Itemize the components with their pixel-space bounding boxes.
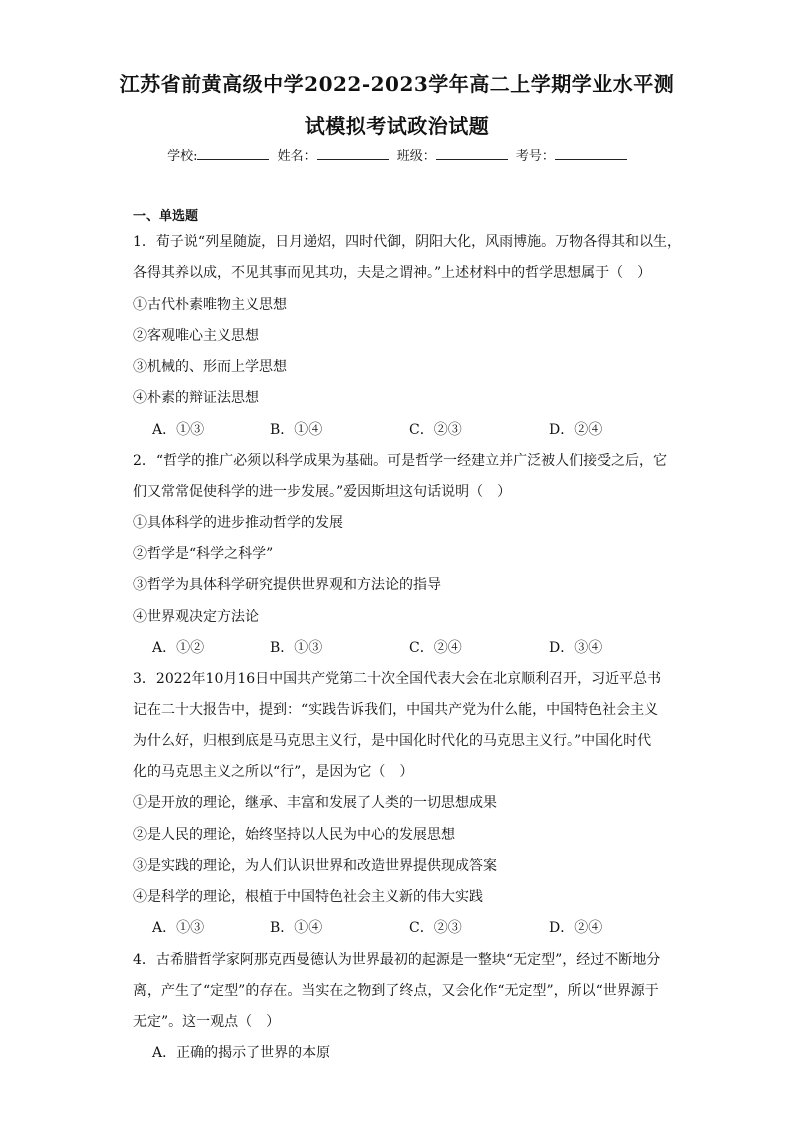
question-3-option-a[interactable]: A．①③ <box>152 920 205 936</box>
question-2-option-a[interactable]: A．①② <box>152 640 205 656</box>
question-4-option-a[interactable]: A．正确的揭示了世界的本原 <box>152 1045 331 1061</box>
question-1-item-3: ③机械的、形而上学思想 <box>133 359 287 375</box>
question-2-option-b[interactable]: B．①③ <box>270 640 323 656</box>
question-3-item-1: ①是开放的理论，继承、丰富和发展了人类的一切思想成果 <box>133 795 497 811</box>
class-label: 班级： <box>396 149 436 164</box>
question-2-item-1: ①具体科学的进步推动哲学的发展 <box>133 515 343 531</box>
exam-title-line-2: 试模拟考试政治试题 <box>304 114 490 138</box>
question-4-line-2: 离，产生了“定型”的存在。当实在之物到了终点，又会化作“无定型”，所以“世界源于 <box>133 983 659 999</box>
question-1-option-a[interactable]: A．①③ <box>152 422 205 438</box>
section-heading: 一、单选题 <box>133 209 199 224</box>
name-label: 姓名： <box>277 149 317 164</box>
question-2-item-3: ③哲学为具体科学研究提供世界观和方法论的指导 <box>133 577 441 593</box>
school-label: 学校: <box>167 149 198 164</box>
question-3-line-3: 为什么好，归根到底是马克思主义行，是中国化时代化的马克思主义行。”中国化时代 <box>133 733 652 749</box>
exam-number-blank[interactable] <box>555 147 627 160</box>
question-2-item-4: ④世界观决定方法论 <box>133 609 259 625</box>
question-1-item-2: ②客观唯心主义思想 <box>133 328 259 344</box>
class-blank[interactable] <box>436 147 508 160</box>
question-3-line-1: 3．2022年10月16日中国共产党第二十次全国代表大会在北京顺利召开，习近平总书 <box>133 671 662 687</box>
question-2-line-1: 2．“哲学的推广必须以科学成果为基础。可是哲学一经建立并广泛被人们接受之后，它 <box>133 453 668 469</box>
question-2-item-2: ②哲学是“科学之科学” <box>133 546 274 562</box>
question-4-line-1: 4．古希腊哲学家阿那克西曼德认为世界最初的起源是一整块“无定型”，经过不断地分 <box>133 952 661 968</box>
exam-number-label: 考号： <box>515 149 555 164</box>
question-3-option-c[interactable]: C．②③ <box>409 920 462 936</box>
question-1-option-d[interactable]: D．②④ <box>549 422 603 438</box>
question-1-option-b[interactable]: B．①④ <box>270 422 323 438</box>
question-3-item-4: ④是科学的理论，根植于中国特色社会主义新的伟大实践 <box>133 889 483 905</box>
question-1-line-1: 1．荀子说“列星随旋，日月递炤，四时代御，阴阳大化，风雨博施。万物各得其和以生， <box>133 234 682 250</box>
question-2-line-2: 们又常常促使科学的进一步发展。”爱因斯坦这句话说明（ ） <box>133 484 512 500</box>
exam-title-line-1: 江苏省前黄高级中学2022-2023学年高二上学期学业水平测 <box>119 72 675 96</box>
question-1-item-4: ④朴素的辩证法思想 <box>133 390 259 406</box>
student-info-row <box>0 145 794 164</box>
question-1-option-c[interactable]: C．②③ <box>409 422 462 438</box>
question-2-option-c[interactable]: C．②④ <box>409 640 462 656</box>
question-3-option-d[interactable]: D．②④ <box>549 920 603 936</box>
question-4-line-3: 无定”。这一观点（ ） <box>133 1014 281 1030</box>
school-blank[interactable] <box>197 147 269 160</box>
question-1-item-1: ①古代朴素唯物主义思想 <box>133 297 287 313</box>
name-blank[interactable] <box>317 147 389 160</box>
question-3-option-b[interactable]: B．①④ <box>270 920 323 936</box>
question-3-line-2: 记在二十大报告中，提到：“实践告诉我们，中国共产党为什么能，中国特色社会主义 <box>133 702 659 718</box>
question-3-item-3: ③是实践的理论，为人们认识世界和改造世界提供现成答案 <box>133 858 497 874</box>
question-3-line-4: 化的马克思主义之所以“行”，是因为它（ ） <box>133 764 414 780</box>
question-1-line-2: 各得其养以成，不见其事而见其功，夫是之谓神。”上述材料中的哲学思想属于（ ） <box>133 265 652 281</box>
question-2-option-d[interactable]: D．③④ <box>549 640 603 656</box>
question-3-item-2: ②是人民的理论，始终坚持以人民为中心的发展思想 <box>133 827 455 843</box>
